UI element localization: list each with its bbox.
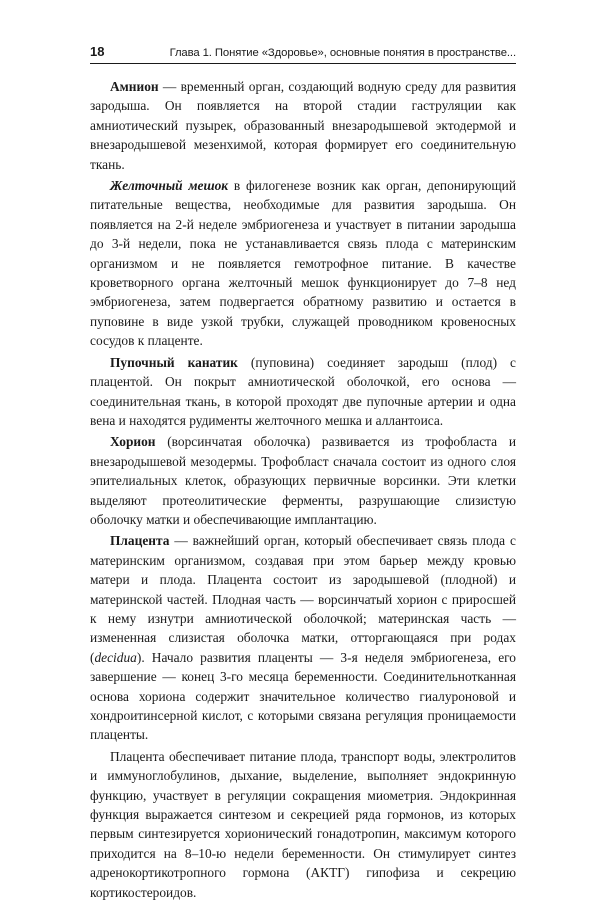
paragraph-chorion-text: (ворсинчатая оболочка) развивается из трофобласта и внезародышевой мезодермы. Трофобласт сначала состоит из одного слоя эпителиальных клеток, образующих первичные ворсинки. Эти клетки выделяют протеолитические ферменты, разрушающие слизистую оболочку матки и обеспечивающие имплантацию. xyxy=(90,434,516,527)
term-placenta: Плацента xyxy=(110,533,170,549)
paragraph-placenta-text-after: ). Начало развития плаценты — 3-я неделя эмбриогенеза, его завершение — конец 3-го месяца беременности. Соединительнотканная основа хориона содержит значительное количество гиалуроновой и хондроитинсерной кислот, с которыми связана регуляция проницаемости плаценты. xyxy=(90,649,516,743)
paragraph-chorion xyxy=(90,432,516,529)
body-text xyxy=(90,77,516,902)
paragraph-yolk-sac xyxy=(90,176,516,351)
running-title: Глава 1. Понятие «Здоровье», основные понятия в пространстве... xyxy=(169,47,516,59)
paragraph-umbilical-cord-text: (пуповина) соединяет зародыш (плод) с плацентой. Он покрыт амниотической оболочкой, его основа — соединительная ткань, в которой проходят две пупочные артерии и одна вена и находятся рудименты желточного мешка и аллантоиса. xyxy=(90,354,516,428)
paragraph-placenta-functions: Плацента обеспечивает питание плода, транспорт воды, электролитов и иммуноглобулинов, дыхание, выделение, выполняет эндокринную функцию, участвует в регуляции сокращения миометрия. Эндокринная функция выражается синтезом и секрецией ряда гормонов, из которых первым синтезируется хорионический гонадотропин, максимум которого приходится на 8–10-ю недели беременности. Он стимулирует синтез адренокортикотропного гормона (АКТГ) гипофиза и секрецию кортикостероидов. xyxy=(90,748,516,900)
term-umbilical-cord: Пупочный канатик xyxy=(110,354,238,370)
page-number: 18 xyxy=(90,44,105,59)
term-chorion: Хорион xyxy=(110,434,156,450)
paragraph-placenta-text-before: — важнейший орган, который обеспечивает связь плода с материнским организмом, создавая при этом барьер между кровью матери и плода. Плацента состоит из зародышевой (плодной) и материнской частей. Плодная часть — ворсинчатый хорион с приросшей к нему изнутри амниотической оболочкой; материнская часть — измененная слизистая оболочка матки, отторгающаяся при родах ( xyxy=(90,533,516,665)
book-page xyxy=(90,44,516,902)
paragraph-amnion xyxy=(90,77,516,174)
running-head xyxy=(90,44,516,64)
latin-term-decidua: decidua xyxy=(94,649,137,665)
paragraph-yolk-sac-text: в филогенезе возник как орган, депонирующий питательные вещества, необходимые для развития зародыша. Он появляется на 2-й неделе эмбриогенеза и участвует в питании зародыша до 3-й недели, пока не устанавливается связь плода с материнским организмом и не появляется гемотрофное питание. В качестве кроветворного органа желточный мешок функционирует до 7–8 нед эмбриогенеза, затем подвергается обратному развитию и остается в пуповине в виде узкой трубки, служащей проводником кровеносных сосудов к плаценте. xyxy=(90,178,516,349)
paragraph-umbilical-cord xyxy=(90,353,516,431)
term-yolk-sac: Желточный мешок xyxy=(110,178,229,194)
term-amnion: Амнион xyxy=(110,79,159,94)
paragraph-placenta xyxy=(90,531,516,744)
paragraph-amnion-text: — временный орган, создающий водную среду для развития зародыша. Он появляется на второй стадии гаструляции как амниотический пузырек, образованный внезародышевой эктодермой и внезародышевой мезенхимой, которая формирует его соединительную ткань. xyxy=(90,79,516,172)
